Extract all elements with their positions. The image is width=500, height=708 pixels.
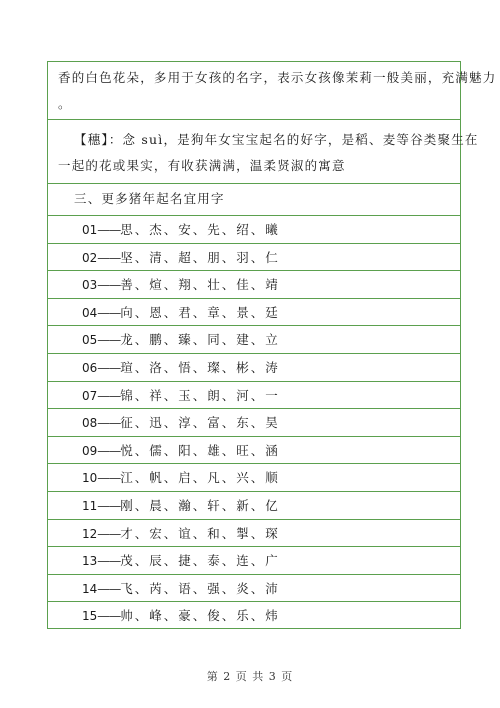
list-item-dash: —— <box>97 470 121 486</box>
term-label: 【穗】 <box>74 132 109 147</box>
list-item-dash: —— <box>97 332 121 348</box>
list-item-chars: 瑄、洛、悟、璨、彬、涛 <box>120 360 280 375</box>
list-item-number: 12 <box>82 526 98 541</box>
list-item <box>48 271 460 299</box>
list-item-chars: 飞、芮、语、强、炎、沛 <box>120 580 280 596</box>
list-item-text <box>82 326 452 354</box>
list-item-dash: —— <box>97 498 121 513</box>
list-item-number: 04 <box>82 305 98 320</box>
list-item-text <box>82 216 452 244</box>
list-item-dash: —— <box>97 580 121 596</box>
section-title-row <box>48 184 460 216</box>
list-item-dash: —— <box>97 442 121 458</box>
section-title: 三、更多猪年起名宜用字 <box>74 191 225 206</box>
list-item <box>48 492 460 520</box>
list-item-number: 08 <box>82 416 98 431</box>
list-item-dash: —— <box>97 304 121 320</box>
list-item-number: 01 <box>82 223 98 237</box>
list-item-dash: —— <box>97 222 121 237</box>
list-item-chars: 征、迅、淳、富、东、昊 <box>120 415 280 431</box>
list-item <box>48 216 460 244</box>
list-item-text <box>82 575 452 603</box>
list-item <box>48 547 460 575</box>
paragraph-line: 一起的花或果实，有收获满满，温柔贤淑的寓意 <box>58 158 346 173</box>
list-item-chars: 江、帆、启、凡、兴、顺 <box>120 470 280 486</box>
list-item-text <box>82 464 452 492</box>
list-item-text <box>82 520 452 548</box>
list-item-text <box>82 382 452 410</box>
list-item-dash: —— <box>97 608 121 624</box>
paragraph-jasmine <box>48 62 497 120</box>
list-item-number: 06 <box>82 361 98 375</box>
list-item-dash: —— <box>97 387 121 403</box>
list-item-dash: —— <box>97 553 121 569</box>
list-item-dash: —— <box>97 525 121 541</box>
page-footer: 第 2 页 共 3 页 <box>206 670 294 683</box>
list-item-text <box>82 492 452 520</box>
list-item <box>48 437 460 465</box>
list-item-text <box>82 437 452 465</box>
list-item-text <box>82 244 452 272</box>
list-item-dash: —— <box>97 277 121 293</box>
list-item-text <box>82 271 452 299</box>
list-item-chars: 帅、峰、豪、俊、乐、炜 <box>120 608 280 624</box>
list-item-chars: 刚、晨、瀚、轩、新、亿 <box>120 498 280 513</box>
list-item <box>48 575 460 603</box>
list-item-chars: 坚、清、超、朋、羽、仁 <box>120 249 280 265</box>
list-item-chars: 善、煊、翔、壮、佳、靖 <box>120 277 280 293</box>
list-item-chars: 思、杰、安、先、绍、曦 <box>120 222 280 237</box>
list-item <box>48 602 460 630</box>
list-item-chars: 锦、祥、玉、朗、河、一 <box>120 387 280 403</box>
list-item-number: 02 <box>82 250 98 265</box>
list-item <box>48 326 460 354</box>
list-item-text <box>82 602 452 630</box>
list-item-chars: 悦、儒、阳、雄、旺、涵 <box>120 442 280 458</box>
list-item-number: 09 <box>82 443 98 458</box>
list-item-dash: —— <box>97 415 121 431</box>
list-item <box>48 382 460 410</box>
list-item <box>48 520 460 548</box>
list-item-number: 10 <box>82 471 98 486</box>
list-item <box>48 354 460 382</box>
list-item <box>48 244 460 272</box>
list-item-dash: —— <box>97 360 121 375</box>
list-item <box>48 409 460 437</box>
list-item-number: 13 <box>82 554 98 569</box>
list-item-number: 05 <box>82 333 98 348</box>
list-item-number: 03 <box>82 278 98 293</box>
list-item <box>48 464 460 492</box>
list-item-number: 11 <box>82 499 98 513</box>
list-item-number: 07 <box>82 388 98 403</box>
term-definition: ：念 suì，是狗年女宝宝起名的好字，是稻、麦等谷类聚生在 <box>108 132 479 147</box>
list-item-text <box>82 547 452 575</box>
list-item-chars: 才、宏、谊、和、掣、琛 <box>120 525 280 541</box>
list-item-chars: 茂、辰、捷、泰、连、广 <box>120 553 280 569</box>
list-item-chars: 向、恩、君、章、景、廷 <box>120 304 280 320</box>
list-item-text <box>82 299 452 327</box>
paragraph-sui <box>48 120 479 184</box>
paragraph-line: 。 <box>58 96 72 111</box>
list-item-number: 14 <box>82 581 98 596</box>
list-item-chars: 龙、鹏、臻、同、建、立 <box>120 332 280 348</box>
document-table <box>47 61 497 629</box>
list-item-text <box>82 409 452 437</box>
list-item-dash: —— <box>97 249 121 265</box>
list-item-text <box>82 354 452 382</box>
list-item <box>48 299 460 327</box>
paragraph-line <box>74 126 479 154</box>
list-item-number: 15 <box>82 609 98 624</box>
paragraph-line: 香的白色花朵，多用于女孩的名字，表示女孩像茉莉一般美丽，充满魅力 <box>58 70 497 85</box>
